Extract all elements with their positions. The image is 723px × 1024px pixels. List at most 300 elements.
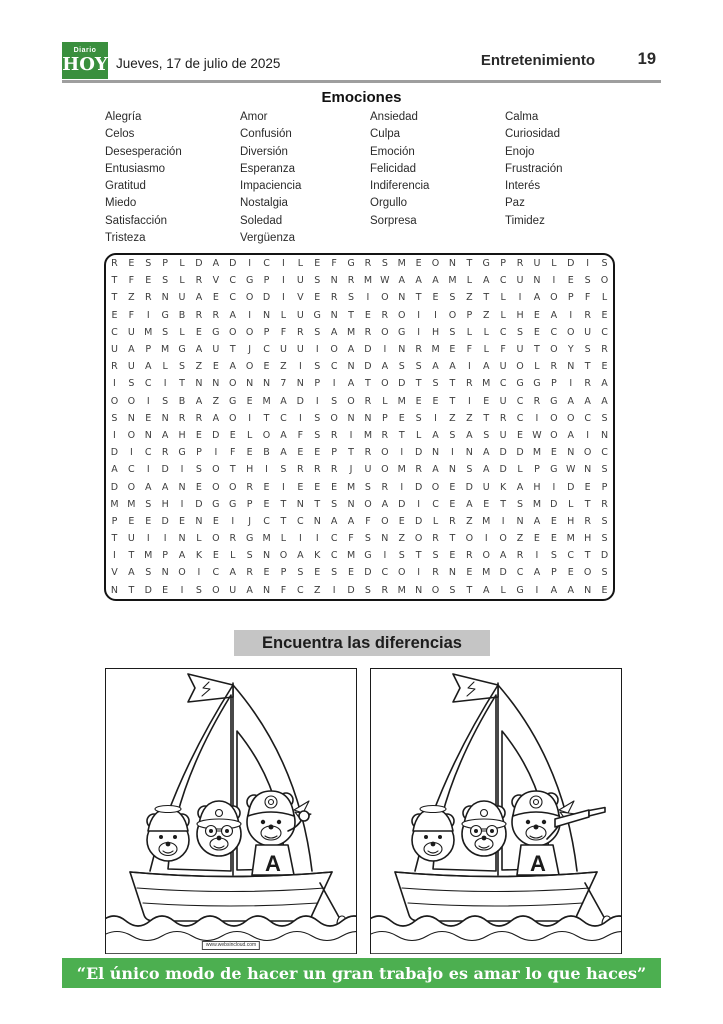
grid-letter: R	[499, 412, 507, 424]
grid-letter: E	[348, 567, 355, 579]
grid-letter: G	[178, 344, 186, 356]
grid-letter: U	[178, 292, 186, 304]
grid-letter: D	[550, 498, 558, 510]
grid-letter: E	[314, 447, 321, 459]
grid-letter: P	[162, 258, 168, 270]
grid-letter: I	[586, 429, 590, 441]
grid-letter: M	[262, 533, 271, 545]
grid-letter: I	[467, 361, 471, 373]
grid-letter: M	[482, 515, 491, 527]
grid-letter: S	[331, 395, 338, 407]
grid-letter: D	[516, 447, 524, 459]
grid-letter: E	[145, 275, 152, 287]
grid-letter: O	[178, 567, 186, 579]
grid-letter: T	[111, 533, 118, 545]
grid-letter: O	[499, 533, 507, 545]
grid-letter: H	[516, 309, 524, 321]
grid-letter: A	[432, 464, 439, 476]
boat-illustration-right	[371, 669, 621, 954]
grid-letter: A	[195, 344, 203, 356]
grid-letter: N	[313, 515, 321, 527]
word-item: Indiferencia	[370, 180, 430, 193]
grid-letter: E	[483, 395, 490, 407]
grid-letter: A	[195, 395, 203, 407]
grid-letter: S	[584, 275, 591, 287]
grid-letter: D	[600, 550, 609, 562]
grid-letter: B	[263, 447, 270, 459]
grid-letter: A	[246, 584, 253, 596]
grid-letter: A	[161, 481, 169, 493]
grid-letter: T	[466, 258, 473, 270]
grid-letter: M	[532, 447, 542, 459]
grid-letter: E	[263, 567, 270, 579]
grid-letter: U	[499, 361, 507, 373]
grid-letter: D	[195, 498, 203, 510]
grid-letter: E	[263, 481, 270, 493]
grid-letter: E	[212, 292, 219, 304]
grid-letter: U	[482, 481, 490, 493]
grid-letter: P	[314, 378, 321, 390]
grid-letter: P	[550, 378, 557, 390]
word-item: Esperanza	[240, 162, 295, 175]
word-item: Nostalgia	[240, 197, 288, 210]
grid-letter: A	[195, 292, 203, 304]
grid-letter: T	[500, 498, 507, 510]
grid-letter: P	[280, 567, 287, 579]
grid-letter: E	[195, 326, 202, 338]
grid-letter: O	[381, 292, 389, 304]
grid-letter: A	[482, 447, 490, 459]
grid-letter: T	[449, 395, 456, 407]
grid-letter: U	[533, 258, 541, 270]
grid-letter: O	[347, 395, 355, 407]
grid-letter: A	[212, 258, 220, 270]
grid-letter: G	[313, 309, 321, 321]
grid-letter: I	[552, 275, 556, 287]
grid-letter: G	[178, 447, 186, 459]
grid-letter: I	[417, 326, 421, 338]
grid-letter: I	[569, 378, 573, 390]
grid-letter: S	[483, 429, 490, 441]
grid-letter: U	[499, 395, 507, 407]
grid-letter: D	[110, 447, 119, 459]
grid-letter: F	[280, 326, 287, 338]
grid-letter: I	[113, 378, 116, 390]
grid-letter: I	[434, 309, 437, 321]
grid-letter: C	[144, 447, 152, 459]
grid-letter: N	[161, 292, 169, 304]
grid-letter: C	[516, 567, 524, 579]
word-column-1	[105, 109, 240, 247]
grid-letter: V	[212, 275, 220, 287]
grid-letter: O	[127, 395, 136, 407]
grid-letter: L	[500, 292, 506, 304]
grid-letter: Z	[212, 395, 220, 407]
logo-main-text: HOY	[62, 54, 108, 75]
grid-letter: O	[279, 550, 288, 562]
grid-letter: S	[601, 464, 608, 476]
grid-letter: Z	[466, 412, 473, 424]
grid-letter: P	[567, 292, 574, 304]
grid-letter: S	[314, 412, 321, 424]
grid-letter: S	[398, 361, 405, 373]
grid-letter: E	[550, 515, 557, 527]
grid-letter: N	[330, 309, 338, 321]
grid-letter: E	[601, 361, 608, 373]
grid-letter: S	[314, 361, 321, 373]
grid-letter: M	[397, 395, 406, 407]
grid-letter: F	[128, 275, 135, 287]
grid-letter: S	[398, 550, 405, 562]
grid-letter: A	[330, 515, 338, 527]
word-item: Tristeza	[105, 232, 146, 245]
word-item: Desesperación	[105, 145, 182, 158]
grid-letter: R	[212, 309, 220, 321]
grid-letter: C	[263, 344, 270, 356]
grid-letter: A	[601, 378, 608, 390]
grid-letter: H	[178, 429, 186, 441]
grid-letter: S	[601, 258, 608, 270]
grid-letter: H	[567, 515, 575, 527]
watermark: www.websincloud.com	[202, 941, 260, 950]
grid-letter: G	[550, 464, 558, 476]
grid-letter: A	[432, 429, 439, 441]
grid-letter: S	[111, 412, 118, 424]
grid-letter: A	[161, 429, 169, 441]
grid-letter: E	[314, 481, 321, 493]
grid-letter: C	[229, 275, 237, 287]
grid-letter: I	[146, 464, 150, 476]
grid-letter: I	[535, 550, 539, 562]
word-item: Timidez	[505, 214, 545, 227]
grid-letter: C	[144, 378, 152, 390]
grid-letter: R	[111, 361, 118, 373]
grid-letter: L	[297, 258, 303, 270]
grid-letter: S	[517, 326, 524, 338]
grid-letter: L	[601, 292, 608, 304]
grid-letter: R	[111, 258, 118, 270]
grid-letter: Z	[195, 361, 203, 373]
grid-letter: I	[248, 412, 252, 424]
section-title: Entretenimiento	[480, 52, 595, 69]
grid-letter: S	[331, 567, 338, 579]
grid-letter: R	[246, 567, 253, 579]
grid-letter: L	[179, 258, 185, 270]
grid-letter: C	[330, 361, 338, 373]
grid-letter: P	[263, 326, 270, 338]
grid-letter: I	[146, 533, 150, 545]
grid-letter: M	[397, 258, 406, 270]
grid-letter: N	[246, 378, 254, 390]
grid-letter: S	[364, 481, 371, 493]
grid-letter: N	[600, 429, 609, 441]
boat-scene	[371, 669, 621, 954]
grid-letter: I	[214, 447, 218, 459]
grid-letter: E	[432, 292, 439, 304]
grid-letter: D	[414, 515, 423, 527]
grid-letter: E	[128, 258, 135, 270]
word-item: Felicidad	[370, 162, 417, 175]
grid-letter: E	[229, 429, 236, 441]
grid-letter: M	[346, 550, 356, 562]
grid-letter: O	[583, 447, 592, 459]
grid-letter: I	[146, 395, 150, 407]
grid-letter: R	[364, 258, 372, 270]
grid-letter: D	[161, 464, 169, 476]
grid-letter: C	[128, 464, 135, 476]
grid-letter: I	[400, 481, 404, 493]
grid-letter: D	[144, 584, 152, 596]
grid-letter: D	[398, 378, 406, 390]
word-item: Confusión	[240, 128, 292, 141]
grid-letter: G	[245, 275, 254, 287]
grid-letter: U	[364, 464, 372, 476]
word-item: Ansiedad	[370, 111, 418, 123]
grid-letter: P	[381, 412, 388, 424]
grid-letter: G	[229, 498, 237, 510]
grid-letter: J	[248, 515, 252, 527]
grid-letter: A	[584, 395, 591, 407]
grid-letter: T	[348, 447, 354, 459]
word-item: Soledad	[240, 214, 283, 227]
grid-letter: A	[499, 550, 507, 562]
grid-letter: E	[415, 258, 422, 270]
grid-letter: N	[144, 429, 152, 441]
grid-letter: P	[145, 344, 152, 356]
grid-letter: N	[110, 584, 118, 596]
grid-letter: N	[347, 498, 355, 510]
grid-letter: T	[449, 533, 456, 545]
word-item: Paz	[505, 197, 525, 210]
grid-letter: S	[415, 412, 422, 424]
grid-letter: M	[262, 395, 271, 407]
grid-letter: T	[280, 515, 287, 527]
grid-letter: E	[314, 567, 321, 579]
grid-letter: L	[196, 533, 202, 545]
grid-letter: O	[212, 481, 220, 493]
grid-letter: I	[298, 412, 302, 424]
grid-letter: N	[262, 378, 271, 390]
grid-letter: R	[161, 447, 169, 459]
grid-letter: R	[347, 275, 355, 287]
grid-letter: U	[229, 584, 237, 596]
grid-letter: A	[178, 550, 186, 562]
grid-letter: G	[533, 378, 541, 390]
grid-letter: E	[364, 309, 371, 321]
grid-letter: P	[331, 447, 337, 459]
grid-letter: C	[499, 275, 507, 287]
grid-letter: E	[550, 447, 557, 459]
grid-letter: S	[584, 344, 591, 356]
grid-letter: Z	[482, 309, 490, 321]
grid-letter: D	[567, 258, 575, 270]
grid-letter: I	[383, 550, 387, 562]
grid-letter: O	[550, 344, 558, 356]
grid-letter: E	[212, 550, 219, 562]
grid-letter: I	[434, 412, 437, 424]
grid-letter: O	[550, 412, 558, 424]
grid-letter: M	[144, 550, 153, 562]
grid-letter: L	[415, 429, 422, 441]
grid-letter: L	[500, 309, 506, 321]
grid-letter: O	[229, 412, 237, 424]
grid-letter: R	[516, 258, 524, 270]
grid-letter: N	[161, 567, 169, 579]
grid-letter: R	[432, 567, 439, 579]
grid-letter: D	[398, 498, 406, 510]
grid-letter: I	[586, 258, 590, 270]
grid-letter: A	[482, 275, 490, 287]
grid-letter: M	[397, 464, 406, 476]
grid-letter: O	[245, 326, 254, 338]
grid-letter: S	[145, 567, 152, 579]
grid-letter: T	[111, 292, 118, 304]
grid-letter: P	[500, 258, 506, 270]
grid-letter: G	[516, 378, 524, 390]
grid-letter: F	[348, 533, 354, 545]
grid-letter: S	[297, 567, 304, 579]
word-item: Celos	[105, 128, 135, 141]
grid-letter: R	[381, 584, 389, 596]
grid-letter: F	[500, 344, 506, 356]
grid-letter: B	[178, 309, 186, 321]
grid-letter: P	[534, 464, 540, 476]
grid-letter: R	[297, 326, 304, 338]
grid-letter: D	[364, 361, 372, 373]
word-item: Entusiasmo	[105, 162, 166, 175]
grid-letter: A	[482, 584, 490, 596]
page-number: 19	[637, 50, 656, 68]
grid-letter: G	[212, 498, 220, 510]
word-column-2	[240, 109, 370, 247]
grid-letter: A	[212, 412, 220, 424]
grid-letter: I	[400, 447, 404, 459]
word-item: Frustración	[505, 162, 563, 175]
grid-letter: T	[348, 309, 354, 321]
grid-letter: U	[516, 275, 524, 287]
grid-letter: O	[567, 326, 575, 338]
grid-letter: T	[466, 584, 473, 596]
grid-letter: L	[483, 326, 489, 338]
grid-letter: I	[501, 515, 505, 527]
grid-letter: C	[516, 412, 524, 424]
grid-letter: P	[162, 550, 168, 562]
grid-letter: U	[279, 344, 287, 356]
grid-letter: R	[178, 412, 186, 424]
grid-letter: N	[178, 533, 186, 545]
word-item: Miedo	[105, 197, 137, 210]
grid-letter: S	[162, 275, 169, 287]
grid-letter: M	[144, 326, 153, 338]
grid-letter: I	[163, 533, 167, 545]
grid-letter: C	[584, 412, 591, 424]
grid-letter: L	[500, 584, 506, 596]
grid-letter: I	[146, 309, 150, 321]
grid-letter: I	[180, 464, 184, 476]
grid-letter: S	[601, 567, 608, 579]
grid-letter: O	[381, 326, 389, 338]
grid-letter: S	[314, 326, 321, 338]
grid-letter: N	[364, 412, 372, 424]
grid-letter: A	[550, 584, 558, 596]
grid-letter: F	[280, 584, 287, 596]
grid-letter: A	[280, 395, 287, 407]
grid-letter: L	[246, 429, 253, 441]
grid-letter: A	[432, 361, 439, 373]
grid-letter: P	[246, 498, 253, 510]
grid-letter: R	[584, 378, 591, 390]
word-item: Emoción	[370, 145, 415, 158]
grid-letter: A	[280, 429, 287, 441]
grid-letter: T	[128, 550, 135, 562]
grid-letter: O	[398, 309, 406, 321]
grid-letter: E	[314, 258, 321, 270]
grid-letter: E	[246, 447, 253, 459]
grid-letter: N	[347, 361, 355, 373]
grid-letter: N	[567, 361, 575, 373]
grid-letter: S	[145, 258, 152, 270]
grid-letter: I	[265, 464, 268, 476]
grid-letter: S	[195, 464, 202, 476]
grid-letter: L	[162, 361, 168, 373]
grid-letter: I	[231, 515, 235, 527]
grid-letter: O	[127, 481, 136, 493]
grid-letter: L	[432, 515, 439, 527]
grid-letter: S	[145, 498, 152, 510]
grid-letter: D	[364, 344, 372, 356]
grid-letter: F	[331, 258, 337, 270]
grid-letter: E	[432, 395, 439, 407]
grid-letter: T	[263, 412, 270, 424]
grid-letter: E	[128, 515, 135, 527]
grid-letter: E	[567, 275, 574, 287]
grid-letter: N	[398, 344, 406, 356]
grid-letter: A	[533, 515, 541, 527]
grid-letter: C	[229, 292, 237, 304]
grid-letter: R	[466, 550, 473, 562]
grid-letter: A	[330, 326, 338, 338]
grid-letter: G	[398, 326, 406, 338]
grid-letter: A	[144, 361, 152, 373]
grid-letter: G	[550, 395, 558, 407]
grid-letter: I	[180, 498, 184, 510]
grid-letter: E	[415, 395, 422, 407]
grid-letter: A	[398, 275, 405, 287]
grid-letter: N	[448, 567, 456, 579]
grid-letter: R	[550, 361, 558, 373]
grid-letter: D	[499, 567, 507, 579]
grid-letter: I	[180, 584, 184, 596]
grid-letter: S	[550, 550, 557, 562]
grid-letter: D	[347, 584, 355, 596]
grid-letter: A	[466, 429, 473, 441]
grid-letter: E	[601, 309, 608, 321]
grid-letter: M	[532, 498, 542, 510]
header-rule	[62, 80, 661, 83]
grid-letter: I	[366, 292, 370, 304]
grid-letter: A	[297, 550, 304, 562]
grid-letter: I	[518, 292, 522, 304]
grid-letter: I	[282, 481, 285, 493]
grid-letter: G	[161, 309, 169, 321]
grid-letter: R	[381, 481, 389, 493]
grid-letter: N	[448, 258, 456, 270]
grid-letter: O	[448, 309, 457, 321]
grid-letter: O	[229, 326, 237, 338]
grid-letter: U	[499, 429, 507, 441]
grid-letter: D	[110, 481, 119, 493]
grid-letter: T	[415, 550, 422, 562]
